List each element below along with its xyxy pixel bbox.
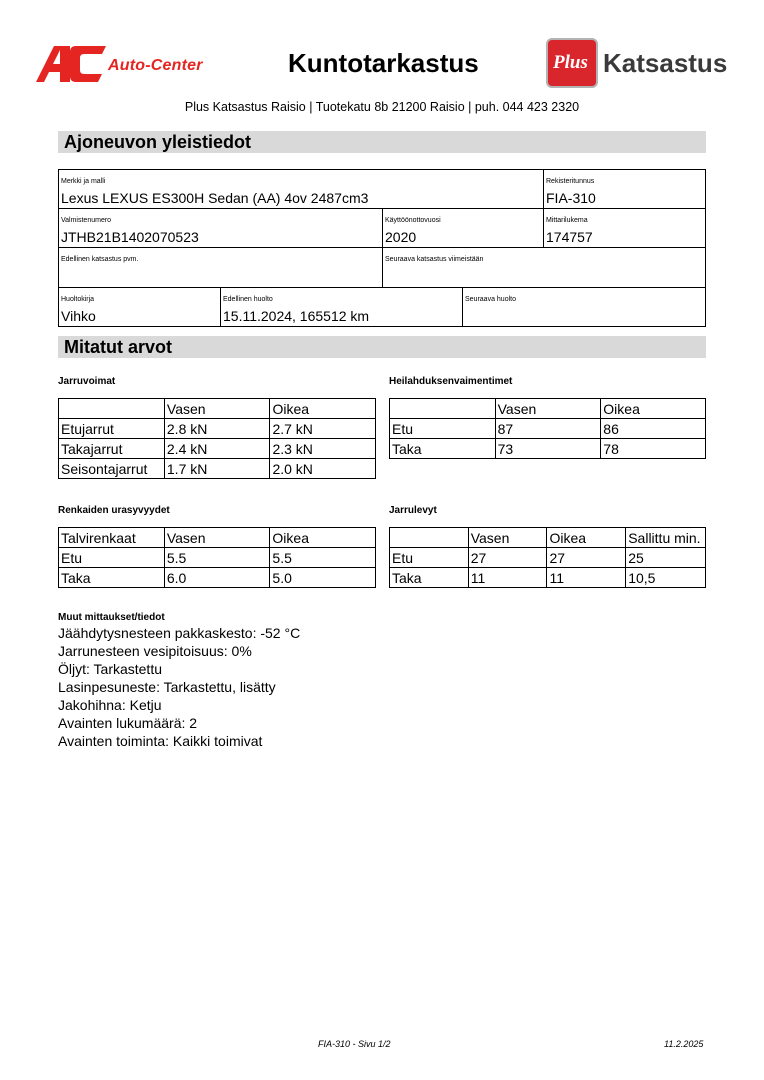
table-row bbox=[59, 568, 376, 588]
table-cell: Vasen bbox=[495, 399, 601, 419]
table-cell: Oikea bbox=[547, 528, 626, 548]
table-cell: 11 bbox=[468, 568, 547, 588]
first-use-label: Käyttöönottovuosi bbox=[385, 217, 441, 224]
table-cell: Etu bbox=[390, 419, 496, 439]
table-row bbox=[59, 459, 376, 479]
section-vehicle-info: Ajoneuvon yleistiedot bbox=[58, 131, 706, 153]
odometer-cell bbox=[544, 209, 705, 248]
table-cell: 2.8 kN bbox=[164, 419, 270, 439]
table-row bbox=[59, 439, 376, 459]
table-cell: 10,5 bbox=[626, 568, 706, 588]
brakes-table bbox=[58, 398, 376, 479]
vin-value: JTHB21B1402070523 bbox=[61, 229, 199, 245]
service-book-cell bbox=[59, 288, 221, 326]
auto-center-logo-text: Auto-Center bbox=[108, 57, 203, 74]
section-measured-values: Mitatut arvot bbox=[58, 336, 706, 358]
list-item: Öljyt: Tarkastettu bbox=[58, 661, 163, 677]
other-measurements bbox=[58, 611, 300, 750]
make-model-label: Merkki ja malli bbox=[61, 178, 106, 185]
table-cell: 5.5 bbox=[270, 548, 376, 568]
table-row bbox=[59, 419, 376, 439]
table-cell: Oikea bbox=[270, 528, 376, 548]
plus-badge-icon bbox=[546, 38, 598, 88]
list-item: Jakohihna: Ketju bbox=[58, 697, 162, 713]
plus-badge-text: Plus bbox=[553, 52, 588, 73]
table-cell: Oikea bbox=[270, 399, 376, 419]
other-measurements-heading: Muut mittaukset/tiedot bbox=[58, 612, 165, 623]
table-row bbox=[390, 568, 706, 588]
shocks-heading: Heilahduksenvaimentimet bbox=[389, 376, 513, 387]
table-cell: 25 bbox=[626, 548, 706, 568]
make-model-cell bbox=[59, 170, 544, 209]
prev-service-value: 15.11.2024, 165512 km bbox=[223, 308, 370, 324]
list-item: Jäähdytysnesteen pakkaskesto: -52 °C bbox=[58, 625, 301, 641]
registration-label: Rekisteritunnus bbox=[546, 178, 595, 185]
table-row bbox=[390, 439, 706, 459]
shocks-table bbox=[389, 398, 706, 459]
service-book-label: Huoltokirja bbox=[61, 296, 95, 303]
prev-inspection-cell bbox=[59, 248, 383, 288]
make-model-value: Lexus LEXUS ES300H Sedan (AA) 4ov 2487cm3 bbox=[61, 190, 369, 206]
table-cell: Takajarrut bbox=[59, 439, 165, 459]
table-cell: Vasen bbox=[164, 399, 270, 419]
odometer-label: Mittarilukema bbox=[546, 217, 588, 224]
next-service-cell bbox=[463, 288, 705, 326]
table-header-row bbox=[59, 528, 376, 548]
table-cell: Vasen bbox=[164, 528, 270, 548]
table-cell: 2.0 kN bbox=[270, 459, 376, 479]
table-cell: Talvirenkaat bbox=[59, 528, 165, 548]
table-cell: Taka bbox=[390, 439, 496, 459]
page-title: Kuntotarkastus bbox=[288, 48, 479, 78]
table-cell: Etu bbox=[390, 548, 469, 568]
tires-table bbox=[58, 527, 376, 588]
contact-line: Plus Katsastus Raisio | Tuotekatu 8b 21200 Raisio | puh. 044 423 2320 bbox=[184, 100, 580, 114]
registration-cell bbox=[544, 170, 705, 209]
table-cell: 78 bbox=[601, 439, 706, 459]
next-inspection-label: Seuraava katsastus viimeistään bbox=[385, 256, 484, 263]
tires-heading: Renkaiden urasyvyydet bbox=[58, 505, 170, 516]
footer-page-number: FIA-310 - Sivu 1/2 bbox=[318, 1039, 391, 1049]
next-inspection-cell bbox=[383, 248, 705, 288]
table-cell: Seisontajarrut bbox=[59, 459, 165, 479]
prev-service-label: Edellinen huolto bbox=[223, 296, 273, 303]
list-item: Avainten lukumäärä: 2 bbox=[58, 715, 198, 731]
brakes-heading: Jarruvoimat bbox=[58, 376, 116, 387]
table-row bbox=[390, 548, 706, 568]
footer-date: 11.2.2025 bbox=[664, 1039, 704, 1049]
table-cell: Etujarrut bbox=[59, 419, 165, 439]
table-cell: Etu bbox=[59, 548, 165, 568]
table-cell: Sallittu min. bbox=[626, 528, 706, 548]
next-service-label: Seuraava huolto bbox=[465, 296, 516, 303]
table-row bbox=[390, 419, 706, 439]
table-cell: 2.3 kN bbox=[270, 439, 376, 459]
table-cell: 27 bbox=[468, 548, 547, 568]
vehicle-info-grid bbox=[58, 169, 706, 327]
table-cell: Oikea bbox=[601, 399, 706, 419]
table-cell: Taka bbox=[59, 568, 165, 588]
list-item: Lasinpesuneste: Tarkastettu, lisätty bbox=[58, 679, 276, 695]
auto-center-logo-icon bbox=[36, 44, 116, 84]
discs-table bbox=[389, 527, 706, 588]
prev-inspection-label: Edellinen katsastus pvm. bbox=[61, 256, 139, 263]
table-header-row bbox=[59, 399, 376, 419]
katsastus-logo-text: Katsastus bbox=[603, 48, 728, 78]
list-item: Avainten toiminta: Kaikki toimivat bbox=[58, 733, 263, 749]
first-use-value: 2020 bbox=[385, 229, 417, 245]
vin-label: Valmistenumero bbox=[61, 217, 112, 224]
table-cell: 5.0 bbox=[270, 568, 376, 588]
table-row bbox=[59, 548, 376, 568]
registration-value: FIA-310 bbox=[546, 190, 596, 206]
table-cell: 87 bbox=[495, 419, 601, 439]
table-cell: Vasen bbox=[468, 528, 547, 548]
auto-center-logo bbox=[36, 44, 226, 84]
table-cell bbox=[390, 528, 469, 548]
discs-heading: Jarrulevyt bbox=[389, 505, 437, 516]
table-cell: 2.4 kN bbox=[164, 439, 270, 459]
list-item: Jarrunesteen vesipitoisuus: 0% bbox=[58, 643, 252, 659]
table-cell bbox=[59, 399, 165, 419]
table-cell: 27 bbox=[547, 548, 626, 568]
table-cell: 1.7 kN bbox=[164, 459, 270, 479]
prev-service-cell bbox=[221, 288, 463, 326]
table-cell: 6.0 bbox=[164, 568, 270, 588]
vin-cell bbox=[59, 209, 383, 248]
table-cell: 86 bbox=[601, 419, 706, 439]
plus-katsastus-logo bbox=[546, 38, 728, 90]
table-cell bbox=[390, 399, 496, 419]
table-cell: Taka bbox=[390, 568, 469, 588]
table-cell: 11 bbox=[547, 568, 626, 588]
table-header-row bbox=[390, 528, 706, 548]
table-header-row bbox=[390, 399, 706, 419]
table-cell: 5.5 bbox=[164, 548, 270, 568]
service-book-value: Vihko bbox=[61, 308, 96, 324]
odometer-value: 174757 bbox=[546, 229, 593, 245]
table-cell: 73 bbox=[495, 439, 601, 459]
table-cell: 2.7 kN bbox=[270, 419, 376, 439]
first-use-cell bbox=[383, 209, 544, 248]
